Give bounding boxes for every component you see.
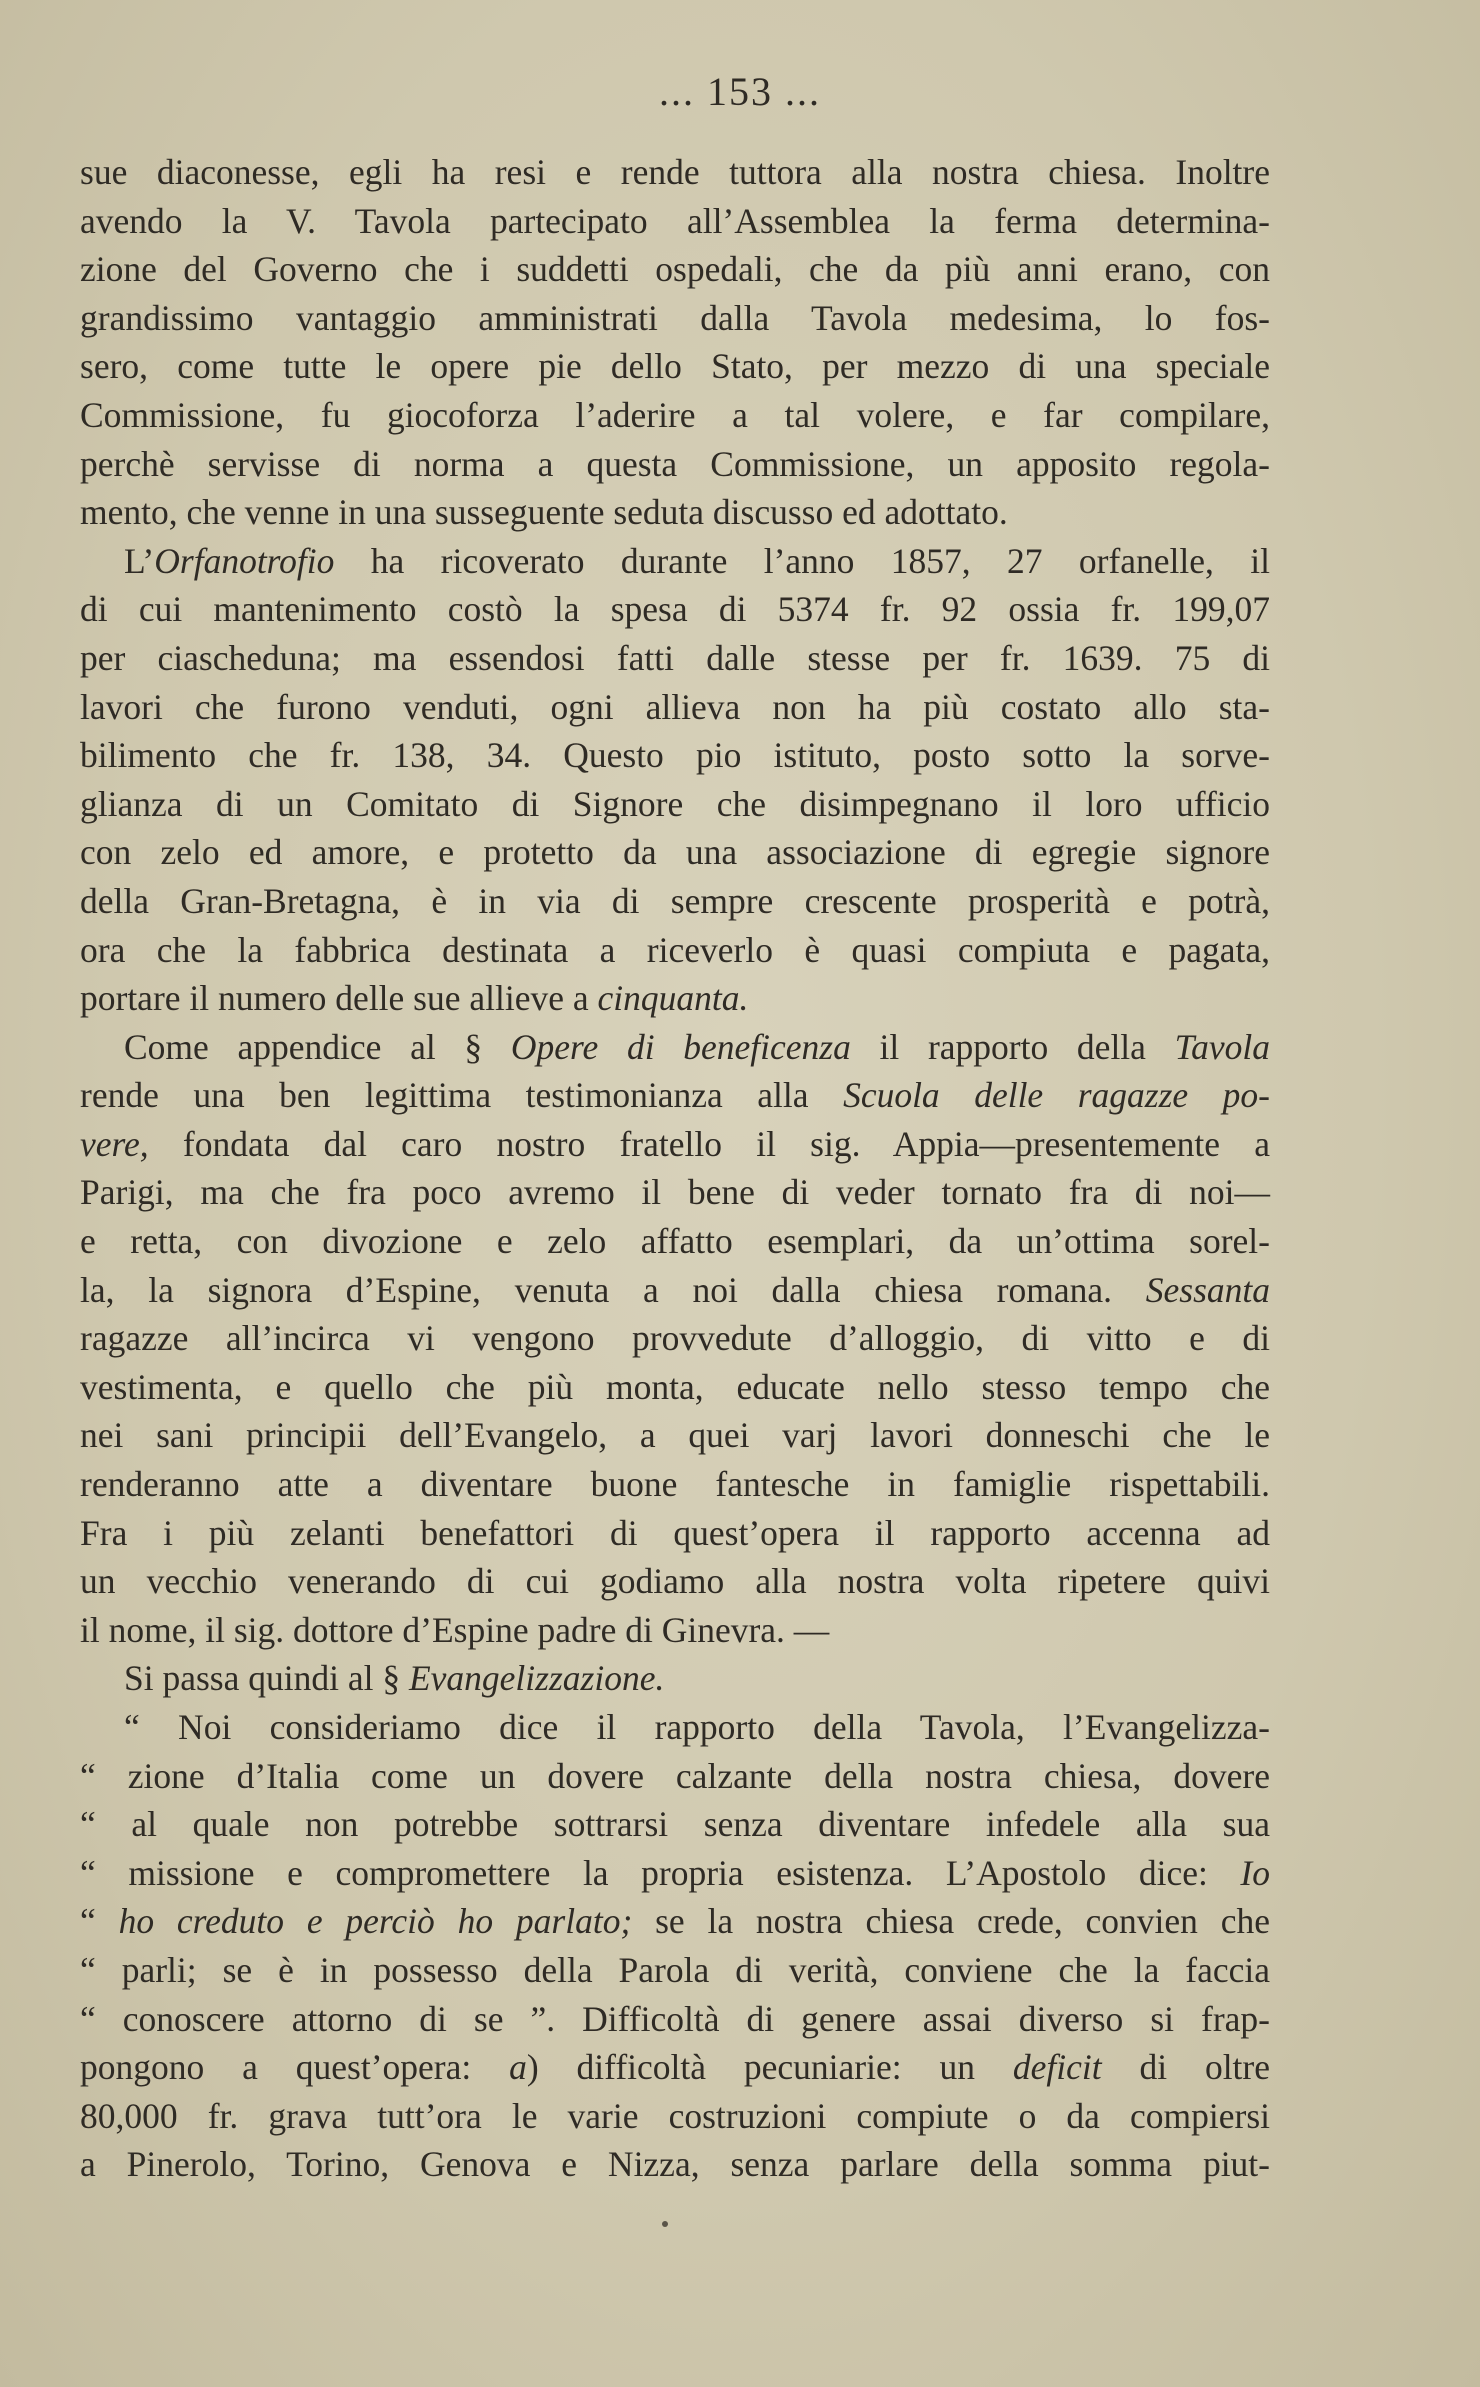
text-line xyxy=(80,1314,1270,1363)
text-run: nei sani principii dell’Evangelo, a quei varj lavori donneschi che le xyxy=(80,1415,1270,1456)
text-run: lavori che furono venduti, ogni allieva non ha più costato allo sta- xyxy=(80,686,1270,727)
italic-text: ho creduto e perciò ho parlato; xyxy=(118,1901,633,1942)
text-run: glianza di un Comitato di Signore che disimpegnano il loro ufficio xyxy=(80,783,1270,824)
text-line xyxy=(80,197,1270,246)
text-run: ) difficoltà pecuniarie: un xyxy=(526,2047,1013,2088)
text-line xyxy=(80,391,1270,440)
text-line xyxy=(80,1363,1270,1412)
text-run: a Pinerolo, Torino, Genova e Nizza, senza parlare della somma piut- xyxy=(80,2144,1270,2185)
text-run: fondata dal caro nostro fratello il sig. Appia—presentemente a xyxy=(148,1123,1270,1164)
text-line xyxy=(80,1168,1270,1217)
text-line xyxy=(80,1411,1270,1460)
text-line xyxy=(80,440,1270,489)
text-line xyxy=(80,2140,1270,2189)
text-run: il nome, il sig. dottore d’Espine padre di Ginevra. — xyxy=(80,1609,830,1650)
text-run: “ xyxy=(80,1901,119,1942)
text-run: mento, che venne in una susseguente seduta discusso ed adottato. xyxy=(80,492,1008,533)
text-line xyxy=(80,1752,1270,1801)
text-line xyxy=(80,683,1270,732)
text-run: per ciascheduna; ma essendosi fatti dalle stesse per fr. 1639. 75 di xyxy=(80,637,1270,678)
text-line xyxy=(80,1460,1270,1509)
text-run: di cui mantenimento costò la spesa di 5374 fr. 92 ossia fr. 199,07 xyxy=(80,589,1270,630)
text-line xyxy=(80,488,1270,537)
text-line xyxy=(80,245,1270,294)
text-line xyxy=(80,2043,1270,2092)
text-run: con zelo ed amore, e protetto da una associazione di egregie signore xyxy=(80,832,1270,873)
text-line xyxy=(80,974,1270,1023)
text-line xyxy=(80,2092,1270,2141)
text-line xyxy=(80,1849,1270,1898)
text-line xyxy=(80,1509,1270,1558)
text-line xyxy=(80,1217,1270,1266)
text-run: portare il numero delle sue allieve a xyxy=(80,978,598,1019)
text-run: di oltre xyxy=(1101,2047,1271,2088)
text-run: zione del Governo che i suddetti ospedali, che da più anni erano, con xyxy=(80,249,1270,290)
text-run: renderanno atte a diventare buone fantesche in famiglie rispettabili. xyxy=(80,1464,1270,1505)
text-line xyxy=(80,1120,1270,1169)
text-run: ha ricoverato durante l’anno 1857, 27 orfanelle, il xyxy=(334,540,1270,581)
text-run: e retta, con divozione e zelo affatto esemplari, da un’ottima sorel- xyxy=(80,1221,1270,1262)
text-run: bilimento che fr. 138, 34. Questo pio istituto, posto sotto la sorve- xyxy=(80,735,1270,776)
text-run: “ parli; se è in possesso della Parola di verità, conviene che la faccia xyxy=(80,1949,1270,1990)
text-run: “ zione d’Italia come un dovere calzante della nostra chiesa, dovere xyxy=(80,1755,1270,1796)
page-number: ... 153 ... xyxy=(659,69,821,114)
text-line xyxy=(80,585,1270,634)
text-line xyxy=(80,877,1270,926)
text-run: rende una ben legittima testimonianza alla xyxy=(80,1075,844,1116)
text-run: se la nostra chiesa crede, convien che xyxy=(632,1901,1270,1942)
text-line xyxy=(80,294,1270,343)
text-run: Come appendice al § xyxy=(124,1026,511,1067)
text-line xyxy=(80,1654,1270,1703)
italic-text: Evangelizzazione. xyxy=(408,1658,665,1699)
text-run: avendo la V. Tavola partecipato all’Assemblea la ferma determina- xyxy=(80,200,1270,241)
text-line xyxy=(80,537,1270,586)
text-line xyxy=(80,1071,1270,1120)
italic-text: a xyxy=(509,2047,527,2088)
text-run: “ Noi consideriamo dice il rapporto della Tavola, l’Evangelizza- xyxy=(124,1707,1270,1747)
text-run: Si passa quindi al § xyxy=(124,1658,409,1699)
text-line xyxy=(80,1897,1270,1946)
text-run: perchè servisse di norma a questa Commissione, un apposito regola- xyxy=(80,443,1270,484)
text-run: Commissione, fu giocoforza l’aderire a tal volere, e far compilare, xyxy=(80,394,1270,435)
text-line xyxy=(80,1703,1270,1752)
text-line xyxy=(80,828,1270,877)
text-line xyxy=(80,1995,1270,2044)
ink-speck xyxy=(662,2221,668,2227)
text-line xyxy=(80,634,1270,683)
text-line xyxy=(80,148,1270,197)
italic-text: cinquanta. xyxy=(597,978,749,1019)
text-run: ora che la fabbrica destinata a riceverlo è quasi compiuta e pagata, xyxy=(80,929,1270,970)
text-line xyxy=(80,1606,1270,1655)
italic-text: Io xyxy=(1240,1852,1270,1893)
text-run: L’ xyxy=(124,540,155,581)
text-run: della Gran-Bretagna, è in via di sempre crescente prosperità e potrà, xyxy=(80,880,1270,921)
italic-text: Tavola xyxy=(1174,1026,1270,1067)
text-line xyxy=(80,780,1270,829)
italic-text: vere, xyxy=(80,1123,149,1164)
text-run: “ missione e compromettere la propria esistenza. L’Apostolo dice: xyxy=(80,1852,1241,1893)
text-run: grandissimo vantaggio amministrati dalla Tavola medesima, lo fos- xyxy=(80,297,1270,338)
text-line xyxy=(80,1800,1270,1849)
text-run: Fra i più zelanti benefattori di quest’opera il rapporto accenna ad xyxy=(80,1512,1270,1553)
text-run: sue diaconesse, egli ha resi e rende tuttora alla nostra chiesa. Inoltre xyxy=(80,152,1270,192)
text-line xyxy=(80,342,1270,391)
text-run: il rapporto della xyxy=(850,1026,1175,1067)
text-run: vestimenta, e quello che più monta, educate nello stesso tempo che xyxy=(80,1366,1270,1407)
text-run: pongono a quest’opera: xyxy=(80,2047,510,2088)
italic-text: Scuola delle ragazze po- xyxy=(843,1075,1271,1116)
text-run: “ al quale non potrebbe sottrarsi senza diventare infedele alla sua xyxy=(80,1804,1270,1845)
text-line xyxy=(80,731,1270,780)
text-run: ragazze all’incirca vi vengono provvedute d’alloggio, di vitto e di xyxy=(80,1318,1270,1359)
italic-text: Orfanotrofio xyxy=(154,540,335,581)
text-run: Parigi, ma che fra poco avremo il bene di veder tornato fra di noi— xyxy=(80,1172,1270,1213)
text-line xyxy=(80,1023,1270,1072)
italic-text: deficit xyxy=(1012,2047,1102,2088)
text-line xyxy=(80,1266,1270,1315)
text-run: la, la signora d’Espine, venuta a noi dalla chiesa romana. xyxy=(80,1269,1146,1310)
italic-text: Sessanta xyxy=(1145,1269,1270,1310)
text-line xyxy=(80,1946,1270,1995)
text-run: “ conoscere attorno di se ”. Difficoltà di genere assai diverso si frap- xyxy=(80,1998,1270,2039)
text-line xyxy=(80,1557,1270,1606)
page-text xyxy=(80,148,1270,2189)
italic-text: Opere di beneficenza xyxy=(510,1026,851,1067)
text-line xyxy=(80,926,1270,975)
text-run: 80,000 fr. grava tutt’ora le varie costruzioni compiute o da compiersi xyxy=(80,2095,1270,2136)
text-run: un vecchio venerando di cui godiamo alla nostra volta ripetere quivi xyxy=(80,1561,1270,1602)
text-run: sero, come tutte le opere pie dello Stato, per mezzo di una speciale xyxy=(80,346,1270,387)
